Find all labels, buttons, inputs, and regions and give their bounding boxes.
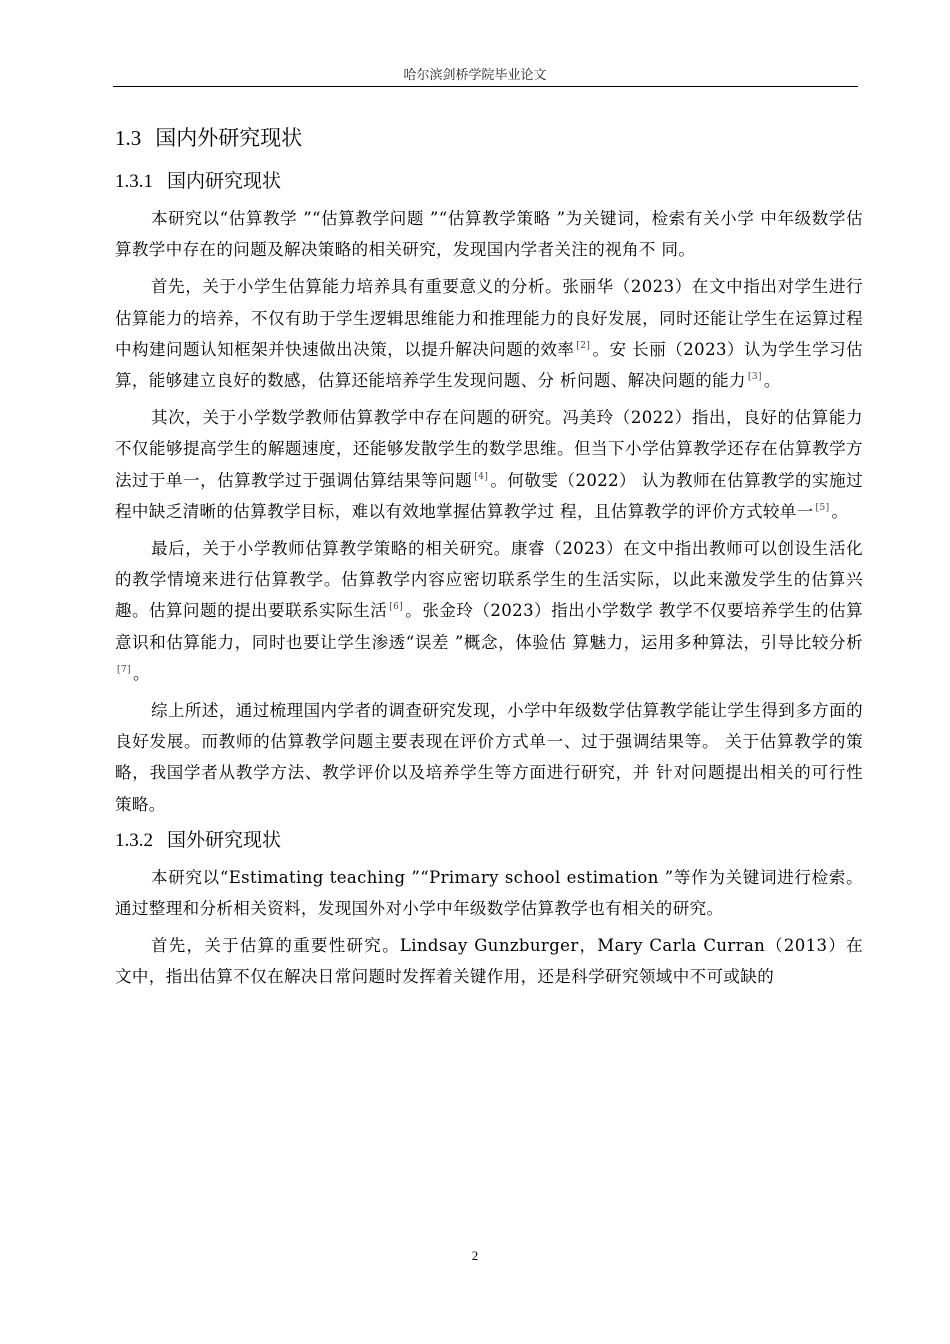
citation-ref: [6] bbox=[389, 602, 404, 613]
paragraph: 其次，关于小学数学教师估算教学中存在问题的研究。冯美玲（2022）指出，良好的估算能力不仅能够提高学生的解题速度，还能够发散学生的数学思维。但当下小学估算教学还存在估算教学方法过于单一，估算教学过于强调估算结果等问题 [4] 。何敬雯（2022） 认为教师在估算教学的实施过程中缺乏清晰的估算教学目标，难以有效地掌握估算教学过 程，且估算教学的评价方式较单一 [5] 。 bbox=[115, 408, 864, 521]
subsection-heading-domestic bbox=[115, 167, 863, 197]
section-title: 国内外研究现状 bbox=[155, 126, 303, 150]
subsection-number: 1.3.2 bbox=[115, 829, 153, 851]
paragraph: 最后，关于小学教师估算教学策略的相关研究。康睿（2023）在文中指出教师可以创设生活化的教学情境来进行估算教学。估算教学内容应密切联系学生的生活实际，以此来激发学生的估算兴趣。估算问题的提出要联系实际生活 [6] 。张金玲（2023）指出小学数学 教学不仅要培养学生的估算意识和估算能力，同时也要让学生渗透“误差 ”概念，体验估 算魅力，运用多种算法，引导比较分析[7] 。 bbox=[115, 539, 863, 683]
running-header: 哈尔滨剑桥学院毕业论文 bbox=[403, 68, 547, 83]
section-number: 1.3 bbox=[115, 126, 142, 150]
paragraph: 本研究以“估算教学 ”“估算教学问题 ”“估算教学策略 ”为关键词，检索有关小学 中年级数学估算教学中存在的问题及解决策略的相关研究，发现国内学者关注的视角不 同。 bbox=[115, 209, 863, 260]
paragraph: 综上所述，通过梳理国内学者的调查研究发现，小学中年级数学估算教学能让学生得到多方面的良好发展。而教师的估算教学问题主要表现在评价方式单一、过于强调结果等。 关于估算教学的策略，我国学者从教学方法、教学评价以及培养学生等方面进行研究，并 针对问题提出相关的可行性策略。 bbox=[115, 701, 863, 814]
section-heading bbox=[115, 122, 863, 154]
citation-ref: [5] bbox=[815, 502, 830, 513]
header-divider bbox=[113, 86, 858, 87]
subsection-title: 国内研究现状 bbox=[167, 171, 282, 192]
paragraph: 首先，关于小学生估算能力培养具有重要意义的分析。张丽华（2023）在文中指出对学生进行估算能力的培养，不仅有助于学生逻辑思维能力和推理能力的良好发展，同时还能让学生在运算过程中构建问题认知框架并快速做出决策，以提升解决问题的效率 [2] 。安 长丽（2023）认为学生学习估算，能够建立良好的数感，估算还能培养学生发现问题、分 析问题、解决问题的能力 [3] 。 bbox=[115, 277, 863, 391]
citation-ref: [2] bbox=[576, 340, 591, 351]
citation-ref: [4] bbox=[474, 471, 489, 482]
page-body bbox=[115, 122, 863, 999]
page-number: 2 bbox=[471, 1248, 479, 1263]
paragraph: 首先，关于估算的重要性研究。Lindsay Gunzburger，Mary Carla Curran（2013）在 文中，指出估算不仅在解决日常问题时发挥着关键作用，还是科学研究领域中不可或缺的 bbox=[115, 936, 863, 987]
paragraph: 本研究以“Estimating teaching ”“Primary school estimation ”等作为关键词进行检索。 通过整理和分析相关资料，发现国外对小学中年级数学估算教学也有相关的研究。 bbox=[115, 867, 863, 919]
citation-ref: [7] bbox=[117, 664, 131, 675]
subsection-number: 1.3.1 bbox=[115, 171, 153, 192]
citation-ref: [3] bbox=[747, 372, 762, 383]
subsection-heading-foreign bbox=[115, 826, 863, 856]
subsection-title: 国外研究现状 bbox=[167, 829, 282, 851]
